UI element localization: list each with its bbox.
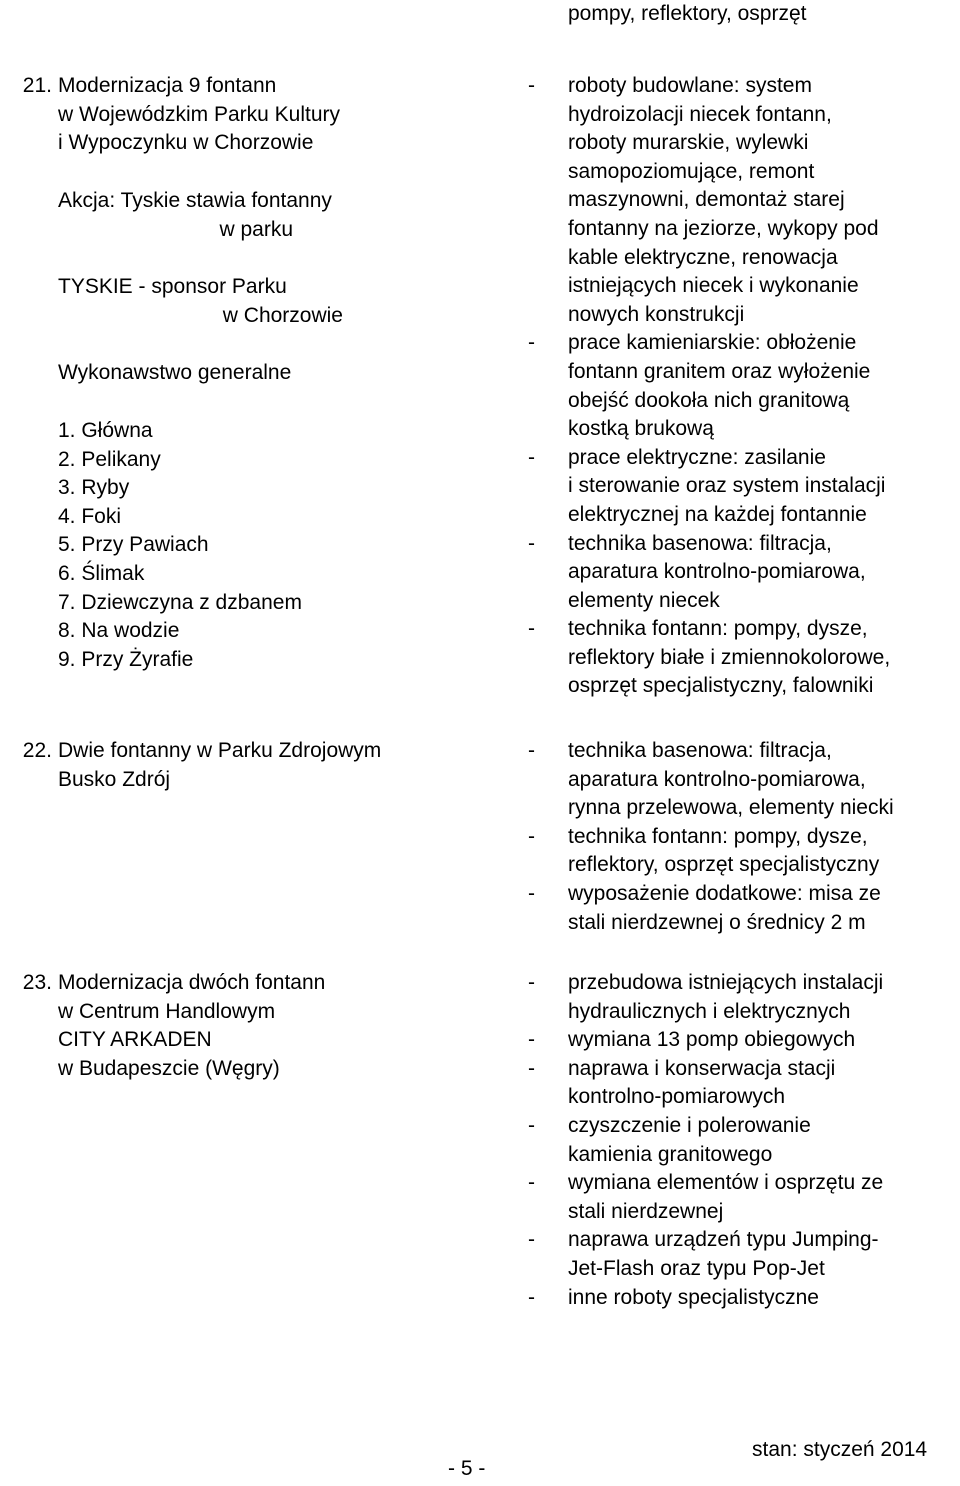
fountain-item: 2. Pelikany xyxy=(58,447,161,471)
entry-number: 22. xyxy=(22,739,52,762)
scope-line: Jet-Flash oraz typu Pop-Jet xyxy=(568,1256,825,1280)
entry-number: 23. xyxy=(22,971,52,994)
page-number: - 5 - xyxy=(448,1457,486,1480)
entry-contractor: Wykonawstwo generalne xyxy=(58,361,292,384)
scope-line: rynna przelewowa, elementy niecki xyxy=(568,796,894,820)
scope-item xyxy=(528,329,890,443)
scope-line: hydroizolacji niecek fontann, xyxy=(568,102,832,126)
dash-marker: - xyxy=(528,824,535,848)
scope-list xyxy=(528,72,890,701)
entry-title-line: w Wojewódzkim Parku Kultury xyxy=(58,102,341,126)
dash-marker: - xyxy=(528,971,535,994)
scope-line: roboty budowlane: system xyxy=(568,74,812,97)
scope-line: kontrolno-pomiarowych xyxy=(568,1085,786,1109)
footer-date: stan: styczeń 2014 xyxy=(752,1438,928,1461)
entry-title xyxy=(58,737,381,794)
dash-marker: - xyxy=(528,1228,535,1252)
dash-marker: - xyxy=(528,1171,535,1195)
entry-title-line: CITY ARKADEN xyxy=(58,1028,212,1052)
scope-list xyxy=(528,969,883,1312)
scope-line: naprawa urządzeń typu Jumping- xyxy=(568,1228,879,1252)
entry-number: 21. xyxy=(22,74,52,97)
scope-line: samopoziomujące, remont xyxy=(568,159,815,183)
scope-item xyxy=(528,72,890,329)
fountain-item: 8. Na wodzie xyxy=(58,619,180,643)
scope-line: wymiana elementów i osprzętu ze xyxy=(568,1171,884,1195)
sponsor-line: TYSKIE - sponsor Parku xyxy=(58,275,287,298)
scope-line: technika fontann: pompy, dysze, xyxy=(568,824,868,848)
entry-title-line: Dwie fontanny w Parku Zdrojowym xyxy=(58,739,382,762)
scope-line: inne roboty specjalistyczne xyxy=(568,1285,819,1309)
sponsor-line: w Chorzowie xyxy=(222,303,343,327)
entry-title xyxy=(58,969,325,1083)
scope-line: technika fontann: pompy, dysze, xyxy=(568,617,868,641)
scope-line: elektrycznej na każdej fontannie xyxy=(568,502,867,526)
dash-marker: - xyxy=(528,739,535,762)
scope-item xyxy=(528,823,894,880)
action-line: w parku xyxy=(219,217,293,241)
scope-line: stali nierdzewnej xyxy=(568,1199,724,1223)
fountain-item: 1. Główna xyxy=(58,419,153,442)
entry-title-line: w Budapeszcie (Węgry) xyxy=(58,1056,280,1080)
scope-line: maszynowni, demontaż starej xyxy=(568,188,845,212)
scope-line: wyposażenie dodatkowe: misa ze xyxy=(568,881,881,905)
fountain-item: 3. Ryby xyxy=(58,476,130,500)
dash-marker: - xyxy=(528,881,535,905)
scope-line: czyszczenie i polerowanie xyxy=(568,1113,811,1137)
entry-sponsor xyxy=(58,273,343,330)
scope-item xyxy=(528,1169,883,1226)
scope-line: przebudowa istniejących instalacji xyxy=(568,971,884,994)
entry-title-line: Busko Zdrój xyxy=(58,767,171,791)
scope-line: aparatura kontrolno-pomiarowa, xyxy=(568,560,866,584)
scope-line: istniejących niecek i wykonanie xyxy=(568,274,859,298)
fountain-list xyxy=(58,417,302,674)
entry-title-line: Modernizacja dwóch fontann xyxy=(58,971,326,994)
scope-line: fontanny na jeziorze, wykopy pod xyxy=(568,216,879,240)
scope-line: reflektory białe i zmiennokolorowe, xyxy=(568,645,891,669)
scope-line: elementy niecek xyxy=(568,588,720,612)
fountain-item: 7. Dziewczyna z dzbanem xyxy=(58,590,302,614)
scope-item xyxy=(528,1055,883,1112)
scope-line: kamienia granitowego xyxy=(568,1142,773,1166)
dash-marker: - xyxy=(528,445,535,469)
scope-line: technika basenowa: filtracja, xyxy=(568,531,832,555)
dash-marker: - xyxy=(528,531,535,555)
action-line: Akcja: Tyskie stawia fontanny xyxy=(58,189,332,212)
continuation-text: pompy, reflektory, osprzęt xyxy=(568,2,807,25)
scope-list xyxy=(528,737,894,937)
scope-line: wymiana 13 pomp obiegowych xyxy=(568,1028,856,1052)
fountain-item: 6. Ślimak xyxy=(58,561,145,585)
scope-line: prace elektryczne: zasilanie xyxy=(568,445,826,469)
scope-line: stali nierdzewnej o średnicy 2 m xyxy=(568,910,866,934)
scope-item xyxy=(528,444,890,530)
scope-item xyxy=(528,615,890,701)
scope-line: osprzęt specjalistyczny, falowniki xyxy=(568,674,874,698)
dash-marker: - xyxy=(528,1056,535,1080)
scope-line: naprawa i konserwacja stacji xyxy=(568,1056,836,1080)
scope-line: reflektory, osprzęt specjalistyczny xyxy=(568,853,880,877)
fountain-item: 4. Foki xyxy=(58,504,122,528)
dash-marker: - xyxy=(528,331,535,355)
entry-title-line: Modernizacja 9 fontann xyxy=(58,74,277,97)
fountain-item: 9. Przy Żyrafie xyxy=(58,647,194,671)
scope-line: technika basenowa: filtracja, xyxy=(568,739,832,762)
scope-item xyxy=(528,530,890,616)
scope-item xyxy=(528,1112,883,1169)
scope-item xyxy=(528,880,894,937)
dash-marker: - xyxy=(528,74,535,97)
scope-line: fontann granitem oraz wyłożenie xyxy=(568,359,871,383)
entry-title xyxy=(58,72,340,158)
scope-item xyxy=(528,1284,883,1313)
dash-marker: - xyxy=(528,617,535,641)
entry-action xyxy=(58,187,413,244)
scope-item xyxy=(528,969,883,1026)
scope-item xyxy=(528,1026,883,1055)
dash-marker: - xyxy=(528,1028,535,1052)
entry-title-line: i Wypoczynku w Chorzowie xyxy=(58,131,314,155)
scope-item xyxy=(528,737,894,823)
scope-line: kostką brukową xyxy=(568,417,714,441)
scope-line: hydraulicznych i elektrycznych xyxy=(568,999,851,1023)
scope-line: kable elektryczne, renowacja xyxy=(568,245,838,269)
scope-line: i sterowanie oraz system instalacji xyxy=(568,474,886,498)
fountain-item: 5. Przy Pawiach xyxy=(58,533,209,557)
dash-marker: - xyxy=(528,1285,535,1309)
scope-line: nowych konstrukcji xyxy=(568,302,745,326)
scope-line: aparatura kontrolno-pomiarowa, xyxy=(568,767,866,791)
dash-marker: - xyxy=(528,1113,535,1137)
entry-title-line: w Centrum Handlowym xyxy=(58,999,276,1023)
scope-line: roboty murarskie, wylewki xyxy=(568,131,809,155)
scope-line: obejść dookoła nich granitową xyxy=(568,388,850,412)
scope-line: prace kamieniarskie: obłożenie xyxy=(568,331,857,355)
scope-item xyxy=(528,1226,883,1283)
